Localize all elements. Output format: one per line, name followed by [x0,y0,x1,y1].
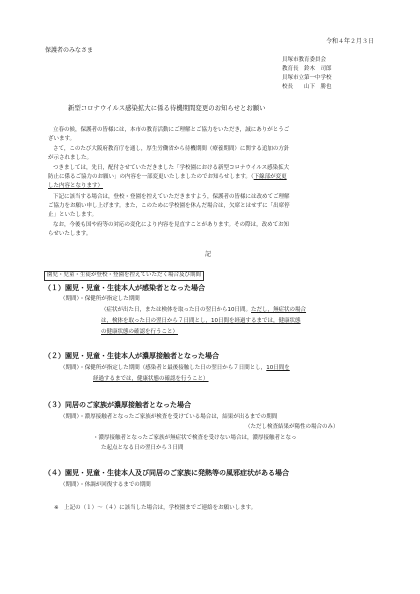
section-line: ・濃厚接触者となったご家族が無症状で検査を受けない場合は，濃厚接触者となっ [93,435,297,441]
document-title: 新型コロナウイルス感染拡大に係る待機期間変更のお知らせとお願い [68,104,266,112]
section-line: 経過するまでは，健康状態の確認を行うこと） [93,376,209,382]
body-line: ざいます。 [48,136,76,142]
section-line: た起点となる日の翌日から３日間 [101,445,184,451]
body-line: 立春の候，保護者の皆様には，本市の教育活動にご理解とご協力をいただき，誠にありがとうご [53,127,290,133]
footnote: ※ 上記の（１）～（４）に該当した場合は，学校園までご連絡をお願いします。 [54,505,257,511]
sender-line: 貝塚市教育委員会 [282,57,327,63]
body-line: した内容となります） [48,183,104,189]
section-line: （ただし検査結果が陽性の場合のみ） [245,424,339,430]
section-line: （症状が出た日，または検体を取った日の翌日から10日間。ただし，無症状の場合 [101,307,307,313]
section-line: （期間）・体調が回復するまでの期間 [60,482,151,488]
section-line: の健康状態の確認を行うこと） [101,329,179,335]
underlined-change-note: 下線部が変更 [253,174,287,180]
sender-line: 教育長 鈴木 司郎 [282,66,332,72]
body-line: が示されました。 [48,155,93,161]
addressee: 保護者のみなさま [45,47,94,54]
section-line: （期間）・保健所が指定した期間 [60,296,140,302]
section-line: は，検体を取った日の翌日から７日間とし，10日間を経過するまでは，健康状態 [101,318,301,324]
body-line: ご協力をお願い申し上げます。また，このために学校園を休んだ場合は，欠席とはせずに「出席停 [48,203,290,209]
section-heading: （１）園児・児童・生徒本人が感染者となった場合 [44,284,205,292]
body-line: つきましては，先日，配付させていただきました「学校園における新型コロナウイルス感染拡大 [53,165,290,171]
section-heading: （４）園児・児童・生徒本人及び同居のご家族に発熱等の風邪症状がある場合 [44,469,289,477]
section-line: （期間）・保健所が指定した期間（感染者と最後接触した日の翌日から７日間とし，10日間を [60,365,290,371]
body-line: さて，このたび大阪府教育庁を通し，厚生労働省から待機期間（療養期間）に関する追加の方針 [53,146,290,152]
section-line: （期間）・濃厚接触者となったご家族が検査を受けている場合は，結果が出るまでの期間 [60,414,278,420]
sender-line: 貝塚市立第一中学校 [282,75,332,81]
section-heading: （２）園児・児童・生徒本人が濃厚接触者となった場合 [44,352,219,360]
body-line: 防止に係るご協力のお願い」の内容を一部変更いたしましたのでお知らせします。（下線部が変更 [48,174,287,180]
boxed-heading: 園児・児童・生徒が登校・登園を控えていただく場合及び期間 [44,271,204,281]
body-line: なお，今後も国や府等の対応の変化により内容を見直すことがあります。その際は，改めてお知 [53,222,290,228]
underlined-change: 10日間を [266,365,290,371]
ki-marker: 記 [205,251,212,258]
sender-line: 校長 山下 勝也 [282,84,332,90]
body-line: らせいたします。 [48,231,92,237]
underlined-change: ただし，無症状の場合 [251,307,307,313]
document-date: 令和４年２月３日 [325,38,374,45]
body-line: 下記に該当する場合は，登校・登園を控えていただきますよう，保護者の皆様には改めてご理解 [53,194,290,200]
section-heading: （３）同居のご家族が濃厚接触者となった場合 [44,401,191,409]
body-line: 止」といたします。 [48,212,98,218]
